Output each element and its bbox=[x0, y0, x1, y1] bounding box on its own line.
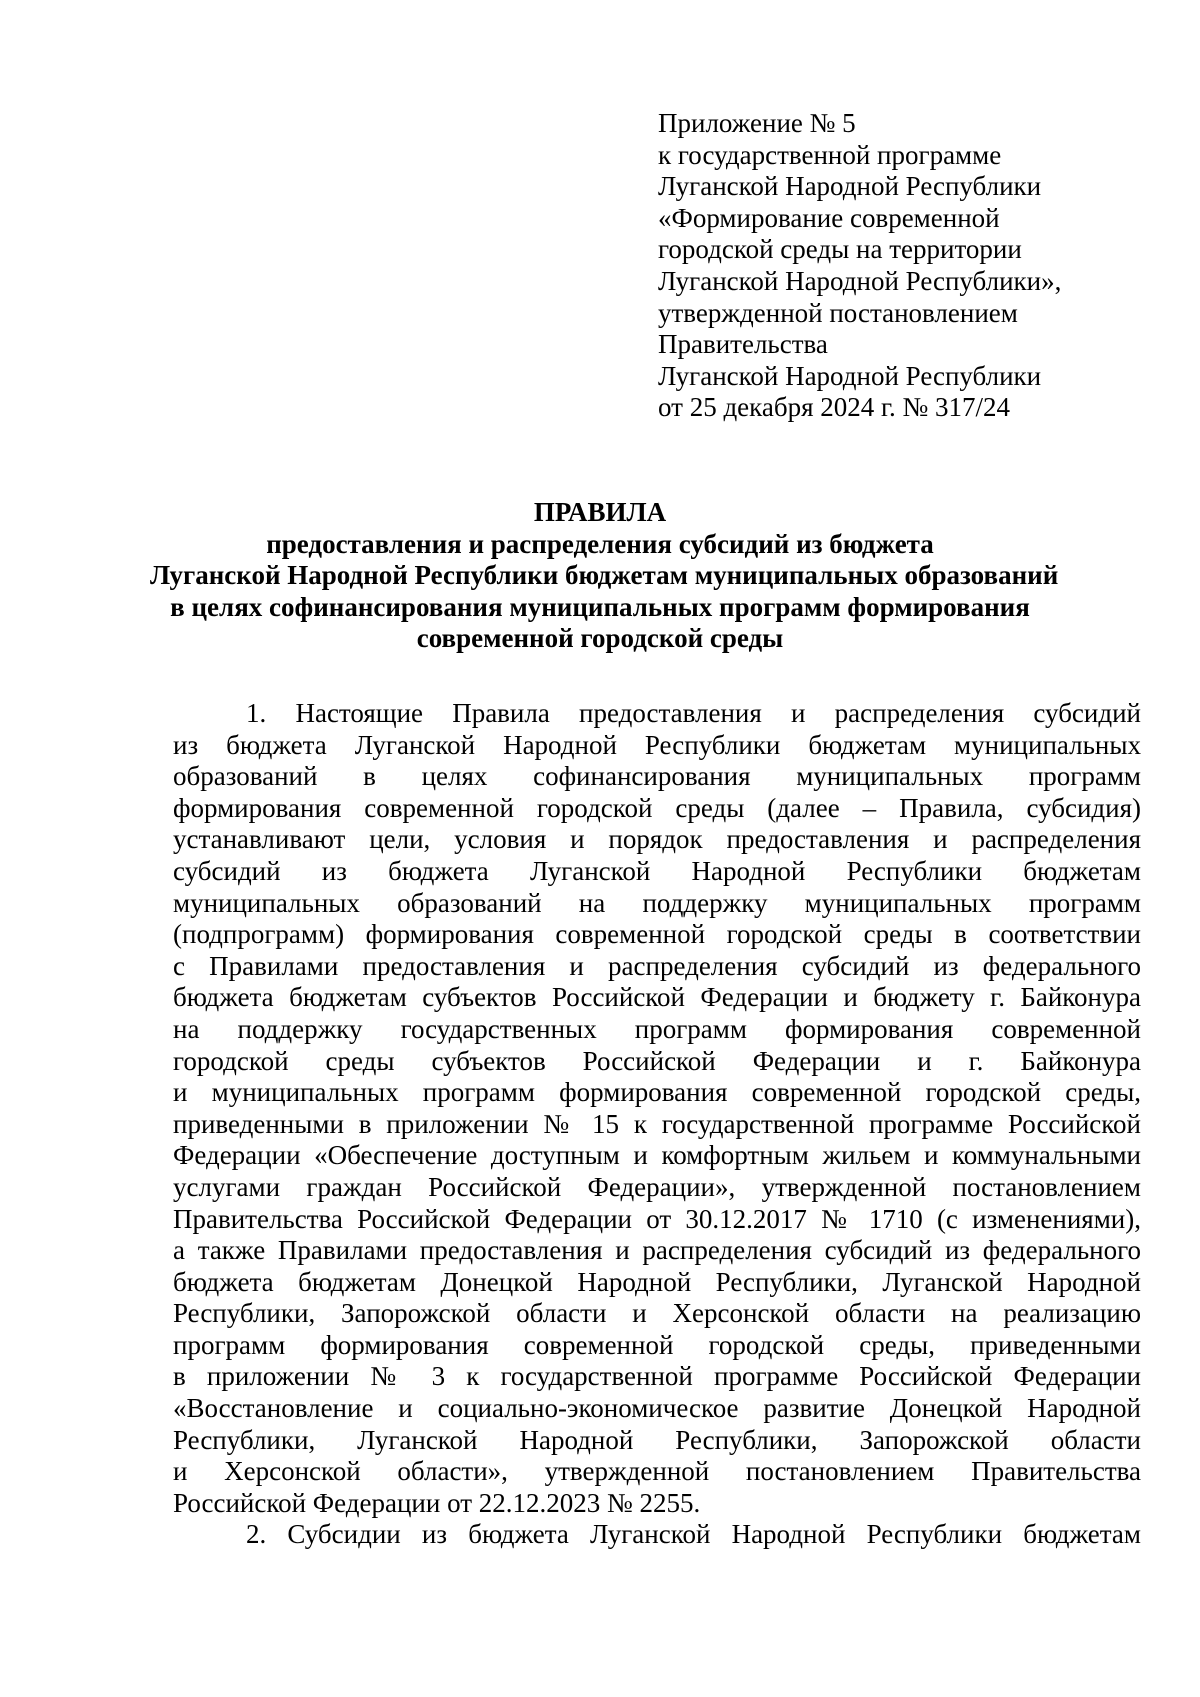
paragraph-1-line: бюджета бюджетам субъектов Российской Федерации и бюджету г. Байконура bbox=[173, 982, 1141, 1013]
paragraph-1-line: формирования современной городской среды (далее – Правила, субсидия) bbox=[173, 792, 1141, 823]
paragraph-1-line: устанавливают цели, условия и порядок предоставления и распределения bbox=[173, 824, 1141, 855]
paragraph-1-line: и Херсонской области», утвержденной постановлением Правительства bbox=[173, 1456, 1141, 1487]
paragraph-1-line: Республики, Запорожской области и Херсонской области на реализацию bbox=[173, 1298, 1141, 1329]
paragraph-1-line: программ формирования современной городской среды, приведенными bbox=[173, 1329, 1141, 1360]
title-subtitle-line: предоставления и распределения субсидий из бюджета bbox=[266, 528, 934, 559]
appendix-line: Правительства bbox=[658, 329, 828, 360]
paragraph-1-line: приведенными в приложении № 15 к государственной программе Российской bbox=[173, 1108, 1141, 1139]
paragraph-1-line: Правительства Российской Федерации от 30.12.2017 № 1710 (с изменениями), bbox=[173, 1203, 1141, 1234]
appendix-line: Луганской Народной Республики bbox=[658, 171, 1042, 202]
document-title bbox=[150, 497, 1059, 655]
paragraph-1-line: на поддержку государственных программ формирования современной bbox=[173, 1013, 1141, 1044]
appendix-line: «Формирование современной bbox=[658, 202, 1000, 233]
paragraph-1-line: из бюджета Луганской Народной Республики бюджетам муниципальных bbox=[173, 729, 1141, 760]
appendix-line: Луганской Народной Республики», bbox=[658, 265, 1062, 296]
paragraph-1-line: Республики, Луганской Народной Республики, Запорожской области bbox=[173, 1424, 1141, 1455]
paragraph-1-line: 1. Настоящие Правила предоставления и распределения субсидий bbox=[246, 698, 1141, 728]
paragraph-1-line: Федерации «Обеспечение доступным и комфортным жильем и коммунальными bbox=[173, 1140, 1141, 1171]
paragraph-1-line: Российской Федерации от 22.12.2023 № 2255. bbox=[173, 1487, 701, 1518]
paragraph-1-line: и муниципальных программ формирования современной городской среды, bbox=[173, 1077, 1141, 1108]
paragraph-1-line: «Восстановление и социально-экономическое развитие Донецкой Народной bbox=[173, 1393, 1141, 1424]
appendix-reference-block bbox=[658, 108, 1178, 424]
paragraph-1-line: с Правилами предоставления и распределения субсидий из федерального bbox=[173, 950, 1141, 981]
paragraph-1-line: услугами граждан Российской Федерации», утвержденной постановлением bbox=[173, 1171, 1141, 1202]
paragraph-1-line: образований в целях софинансирования муниципальных программ bbox=[173, 761, 1141, 792]
title-heading: ПРАВИЛА bbox=[533, 497, 667, 527]
title-subtitle-line: современной городской среды bbox=[416, 623, 784, 654]
paragraph-2-line: 2. Субсидии из бюджета Луганской Народной Республики бюджетам bbox=[246, 1519, 1141, 1550]
title-subtitle-line: Луганской Народной Республики бюджетам муниципальных образований bbox=[150, 560, 1059, 591]
paragraph-1-line: (подпрограмм) формирования современной городской среды в соответствии bbox=[173, 919, 1141, 950]
paragraph-1-line: городской среды субъектов Российской Федерации и г. Байконура bbox=[173, 1045, 1141, 1076]
paragraph-1-line: а также Правилами предоставления и распределения субсидий из федерального bbox=[173, 1235, 1141, 1266]
appendix-line: утвержденной постановлением bbox=[658, 297, 1018, 328]
paragraph-1-line: в приложении № 3 к государственной программе Российской Федерации bbox=[173, 1361, 1141, 1392]
paragraph-1-line: муниципальных образований на поддержку муниципальных программ bbox=[173, 887, 1141, 918]
appendix-line: Приложение № 5 bbox=[658, 108, 856, 138]
appendix-line: от 25 декабря 2024 г. № 317/24 bbox=[658, 392, 1011, 423]
paragraph-1-line: бюджета бюджетам Донецкой Народной Республики, Луганской Народной bbox=[173, 1266, 1141, 1297]
appendix-line: городской среды на территории bbox=[658, 234, 1022, 265]
appendix-line: Луганской Народной Республики bbox=[658, 360, 1042, 391]
title-subtitle-line: в целях софинансирования муниципальных программ формирования bbox=[170, 591, 1030, 622]
appendix-line: к государственной программе bbox=[658, 139, 1002, 170]
body-text bbox=[173, 698, 1141, 1551]
paragraph-1-line: субсидий из бюджета Луганской Народной Республики бюджетам bbox=[173, 855, 1141, 886]
